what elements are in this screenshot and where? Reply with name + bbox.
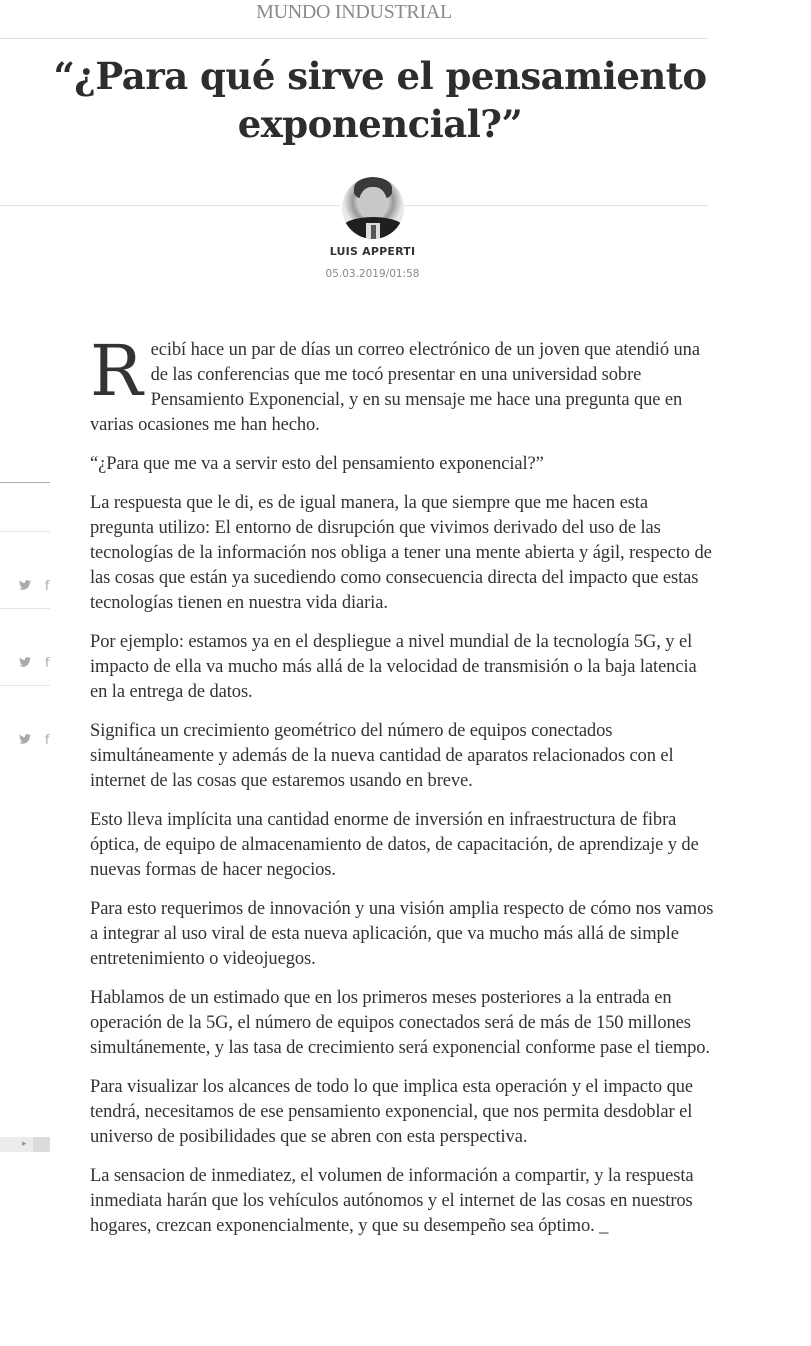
scroll-right-arrow-icon[interactable]: ▸ (22, 1139, 27, 1149)
avatar-tie (371, 225, 376, 239)
article-paragraph: Para visualizar los alcances de todo lo que implica esta operación y el impacto que tendrá, necesitamos de ese pensamiento exponencial, que nos permita desdoblar el universo de posibilidades que se abren con esta perspectiva. (90, 1077, 694, 1147)
share-rail-divider (0, 608, 50, 609)
share-rail-divider (0, 685, 50, 686)
drop-cap: R (90, 330, 143, 412)
publish-date: 05.03.2019/01:58 (325, 268, 420, 280)
article-paragraph: La sensacion de inmediatez, el volumen de información a compartir, y la respuesta inmediata harán que los vehículos autónomos y el internet de las cosas en nuestros hogares, crezcan exponencialmente, y que su desempeño sea óptimo. _ (90, 1166, 694, 1236)
section-label[interactable]: MUNDO INDUSTRIAL (256, 1, 452, 23)
article-paragraph: Por ejemplo: estamos ya en el despliegue a nivel mundial de la tecnología 5G, y el impacto de ella va mucho más allá de la velocidad de transmisión o la baja latencia en la entrega de datos. (90, 632, 697, 702)
share-rail-divider (0, 531, 50, 532)
byline-divider-right (405, 205, 708, 206)
twitter-icon[interactable] (16, 733, 34, 748)
article-title: “¿Para qué sirve el pensamiento exponencial?” (53, 54, 707, 146)
share-group (16, 579, 56, 594)
article-paragraph: Para esto requerimos de innovación y una visión amplia respecto de cómo nos vamos a integrar al uso viral de esta nueva aplicación, que va mucho más allá de simple entretenimiento o videojuegos. (90, 899, 714, 969)
article-paragraph: “¿Para que me va a servir esto del pensamiento exponencial?” (90, 454, 544, 474)
byline-divider-left (0, 205, 340, 206)
share-rail-divider (0, 482, 50, 483)
share-group (16, 733, 56, 748)
facebook-icon[interactable]: f (44, 579, 50, 594)
article-body (90, 330, 715, 1253)
share-group (16, 656, 56, 671)
author-name[interactable]: LUIS APPERTI (329, 245, 416, 258)
article-paragraph: La respuesta que le di, es de igual manera, la que siempre que me hacen esta pregunta utilizo: El entorno de disrupción que vivimos derivado del uso de las tecnologías de la información nos obliga a tener una mente abierta y ágil, respecto de las cosas que están ya sucediendo como consecuencia directa del impacto que estas tecnologías tienen en nuestra vida diaria. (90, 493, 712, 613)
facebook-icon[interactable]: f (44, 656, 50, 671)
author-avatar[interactable] (342, 177, 404, 239)
twitter-icon[interactable] (16, 656, 34, 671)
twitter-icon[interactable] (16, 579, 34, 594)
facebook-icon[interactable]: f (44, 733, 50, 748)
first-paragraph-text: ecibí hace un par de días un correo electrónico de un joven que atendió una de las conferencias que me tocó presentar en una universidad sobre Pensamiento Exponencial, y en su mensaje me hace una pregunta que en varias ocasiones me han hecho. (90, 340, 700, 435)
header-divider (0, 38, 708, 39)
article-paragraph: Significa un crecimiento geométrico del número de equipos conectados simultáneamente y además de la nueva cantidad de aparatos relacionados con el internet de las cosas que estaremos usando en breve. (90, 721, 674, 791)
avatar-face (359, 187, 387, 221)
article-paragraph: Hablamos de un estimado que en los primeros meses posteriores a la entrada en operación de la 5G, el número de equipos conectados será de más de 150 millones simultánemente, y las tasa de crecimiento será exponencial conforme pase el tiempo. (90, 988, 710, 1058)
scrollbar-thumb[interactable] (33, 1137, 50, 1152)
article-paragraph (90, 330, 715, 438)
horizontal-scrollbar[interactable] (0, 1137, 50, 1152)
article-paragraph: Esto lleva implícita una cantidad enorme de inversión en infraestructura de fibra óptica, de equipo de almacenamiento de datos, de capacitación, de aprendizaje y de nuevas formas de hacer negocios. (90, 810, 699, 880)
